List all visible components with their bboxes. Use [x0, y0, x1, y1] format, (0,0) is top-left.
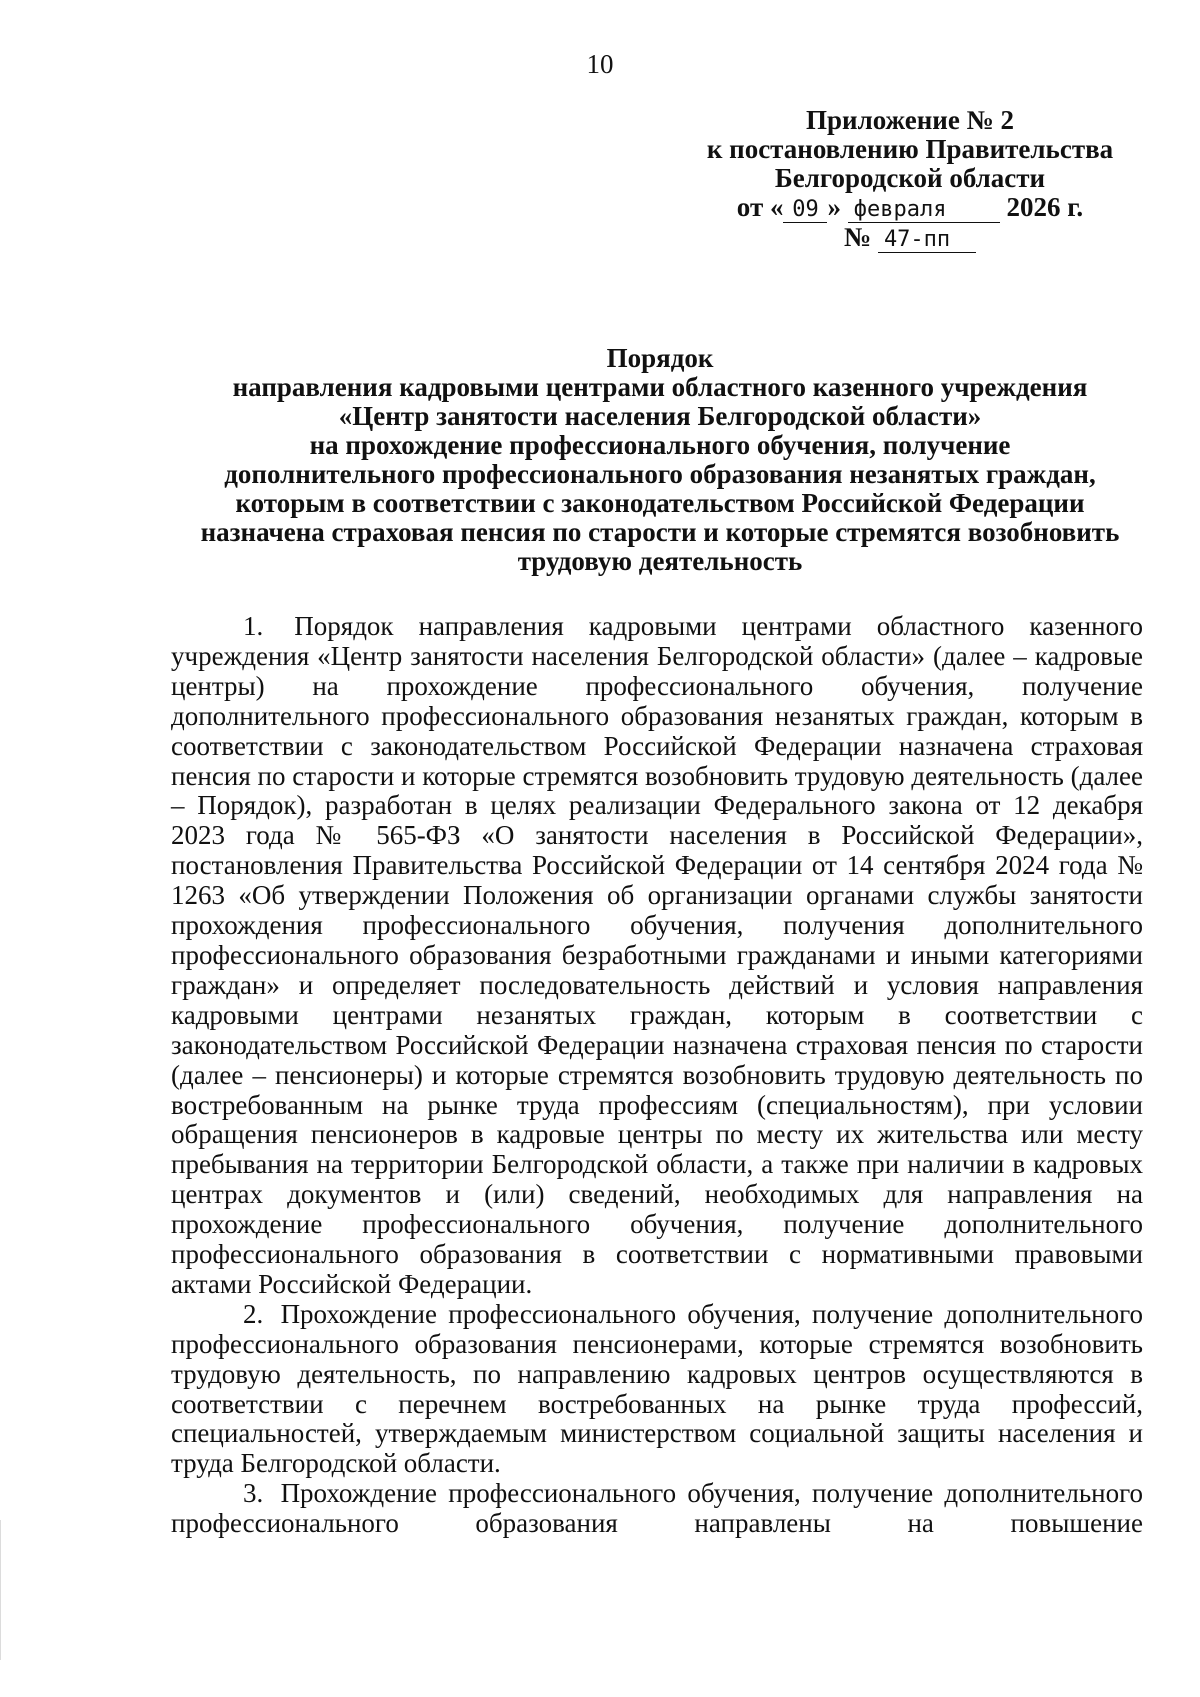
- date-mid: »: [827, 192, 841, 222]
- title-line: на прохождение профессионального обучения, получение: [309, 430, 1011, 460]
- scan-edge-line: [0, 1520, 1, 1660]
- document-body: [171, 612, 1143, 1539]
- number-prefix: №: [844, 222, 872, 252]
- paragraph-number: 1.: [243, 611, 264, 641]
- appendix-region: Белгородской области: [774, 163, 1046, 193]
- appendix-header: [680, 106, 1140, 253]
- document-number-field: 47-пп: [878, 228, 976, 253]
- paragraph-number: 2.: [243, 1298, 264, 1329]
- paragraph-number: 3.: [243, 1478, 264, 1509]
- date-year: 2026 г.: [1006, 192, 1084, 222]
- paragraph-text: Прохождение профессионального обучения, получение дополнительного профессионального образования направлены на повышение: [171, 1478, 1143, 1539]
- title-line: которым в соответствии с законодательством Российской Федерации: [235, 488, 1085, 518]
- title-line: «Центр занятости населения Белгородской области»: [338, 401, 982, 431]
- appendix-date: [680, 193, 1140, 223]
- title-line: назначена страховая пенсия по старости и которые стремятся возобновить: [200, 517, 1120, 547]
- appendix-title: Приложение № 2: [806, 105, 1014, 135]
- date-day-field: 09: [783, 198, 827, 223]
- title-line: трудовую деятельность: [517, 546, 803, 576]
- date-prefix: от «: [736, 192, 784, 222]
- title-line: направления кадровыми центрами областного казенного учреждения: [232, 372, 1088, 402]
- paragraph-text: Прохождение профессионального обучения, получение дополнительного профессионального образования пенсионерами, которые стремятся возобновить трудовую деятельность, по направлению кадровых центров осуществляются в соответствии с перечнем востребованных на рынке труда профессий, специальностей, утверждаемым министерством социальной защиты населения и труда Белгородской области.: [171, 1298, 1143, 1479]
- paragraph-2: [171, 1300, 1143, 1479]
- title-line: дополнительного профессионального образования незанятых граждан,: [224, 459, 1096, 489]
- date-month-field: февраля: [848, 198, 1000, 223]
- paragraph-3: [171, 1479, 1143, 1539]
- document-title: [160, 344, 1160, 576]
- paragraph-1: [171, 612, 1143, 1300]
- page-number: 10: [586, 49, 614, 79]
- appendix-number: [680, 223, 1140, 253]
- appendix-reference: к постановлению Правительства: [706, 134, 1114, 164]
- paragraph-text: Порядок направления кадровыми центрами областного казенного учреждения «Центр занятости населения Белгородской области» (далее – кадровые центры) на прохождение профессионального обучения, получение дополнительного профессионального образования незанятых граждан, которым в соответствии с законодательством Российской Федерации назначена страховая пенсия по старости и которые стремятся возобновить трудовую деятельность (далее – Порядок), разработан в целях реализации Федерального закона от 12 декабря 2023 года № 565-ФЗ «О занятости населения в Российской Федерации», постановления Правительства Российской Федерации от 14 сентября 2024 года № 1263 «Об утверждении Положения об организации органами службы занятости прохождения профессионального обучения, получения дополнительного профессионального образования безработными гражданами и иными категориями граждан» и определяет последовательность действий и условия направления кадровыми центрами незанятых граждан, которым в соответствии с законодательством Российской Федерации назначена страховая пенсия по старости (далее – пенсионеры) и которые стремятся возобновить трудовую деятельность по востребованным на рынке труда профессиям (специальностям), при условии обращения пенсионеров в кадровые центры по месту их жительства или месту пребывания на территории Белгородской области, а также при наличии в кадровых центрах документов и (или) сведений, необходимых для направления на прохождение профессионального обучения, получение дополнительного профессионального образования в соответствии с нормативными правовыми актами Российской Федерации.: [171, 611, 1144, 1299]
- title-line: Порядок: [606, 343, 714, 373]
